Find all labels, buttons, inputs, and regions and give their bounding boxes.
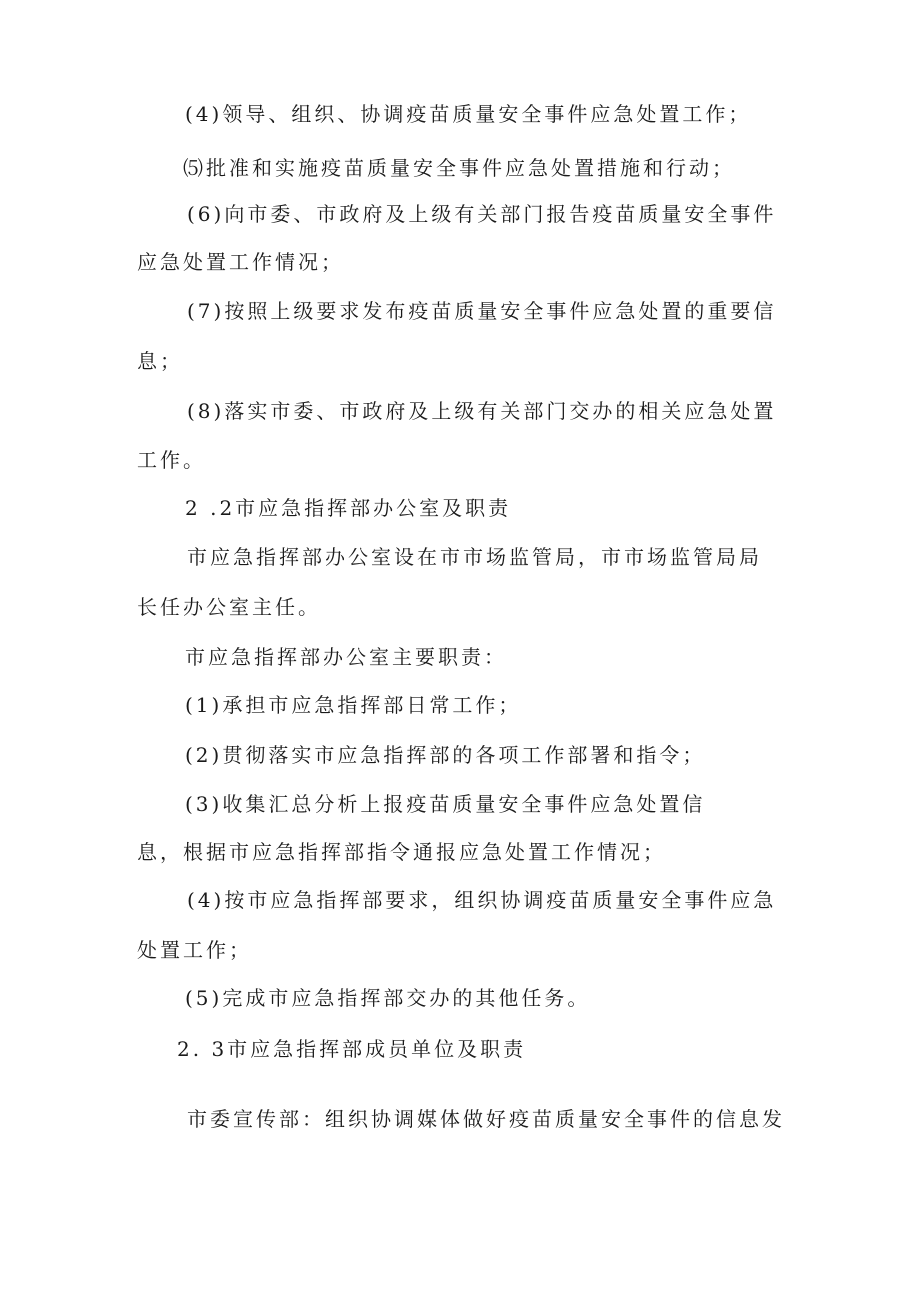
text-line: (1)承担市应急指挥部日常工作； [185, 693, 522, 717]
text-line: (6)向市委、市政府及上级有关部门报告疫苗质量安全事件 [187, 202, 777, 226]
text-line: (5)完成市应急指挥部交办的其他任务。 [185, 986, 591, 1010]
text-line: 市应急指挥部办公室设在市市场监管局，市市场监管局局 [187, 545, 762, 569]
text-line: (2)贯彻落实市应急指挥部的各项工作部署和指令； [185, 743, 706, 767]
text-line: (7)按照上级要求发布疫苗质量安全事件应急处置的重要信 [187, 299, 777, 323]
section-heading: 2 .2市应急指挥部办公室及职责 [185, 496, 512, 520]
text-line: 市应急指挥部办公室主要职责： [185, 645, 507, 669]
text-line: (4)领导、组织、协调疫苗质量安全事件应急处置工作； [185, 102, 752, 126]
text-line: 处置工作； [137, 938, 252, 962]
text-line: 工作。 [137, 448, 206, 472]
text-line: 息，根据市应急指挥部指令通报应急处置工作情况； [137, 840, 666, 864]
text-line: (3)收集汇总分析上报疫苗质量安全事件应急处置信 [185, 792, 706, 816]
text-line: 市委宣传部：组织协调媒体做好疫苗质量安全事件的信息发 [187, 1107, 785, 1131]
text-line: (8)落实市委、市政府及上级有关部门交办的相关应急处置 [187, 399, 777, 423]
section-heading: 2. 3市应急指挥部成员单位及职责 [177, 1037, 527, 1061]
text-line: 应急处置工作情况； [137, 250, 344, 274]
text-line: ⑸批准和实施疫苗质量安全事件应急处置措施和行动； [183, 156, 735, 180]
text-line: 长任办公室主任。 [137, 595, 321, 619]
text-line: (4)按市应急指挥部要求，组织协调疫苗质量安全事件应急 [187, 888, 777, 912]
text-line: 息； [137, 349, 183, 373]
